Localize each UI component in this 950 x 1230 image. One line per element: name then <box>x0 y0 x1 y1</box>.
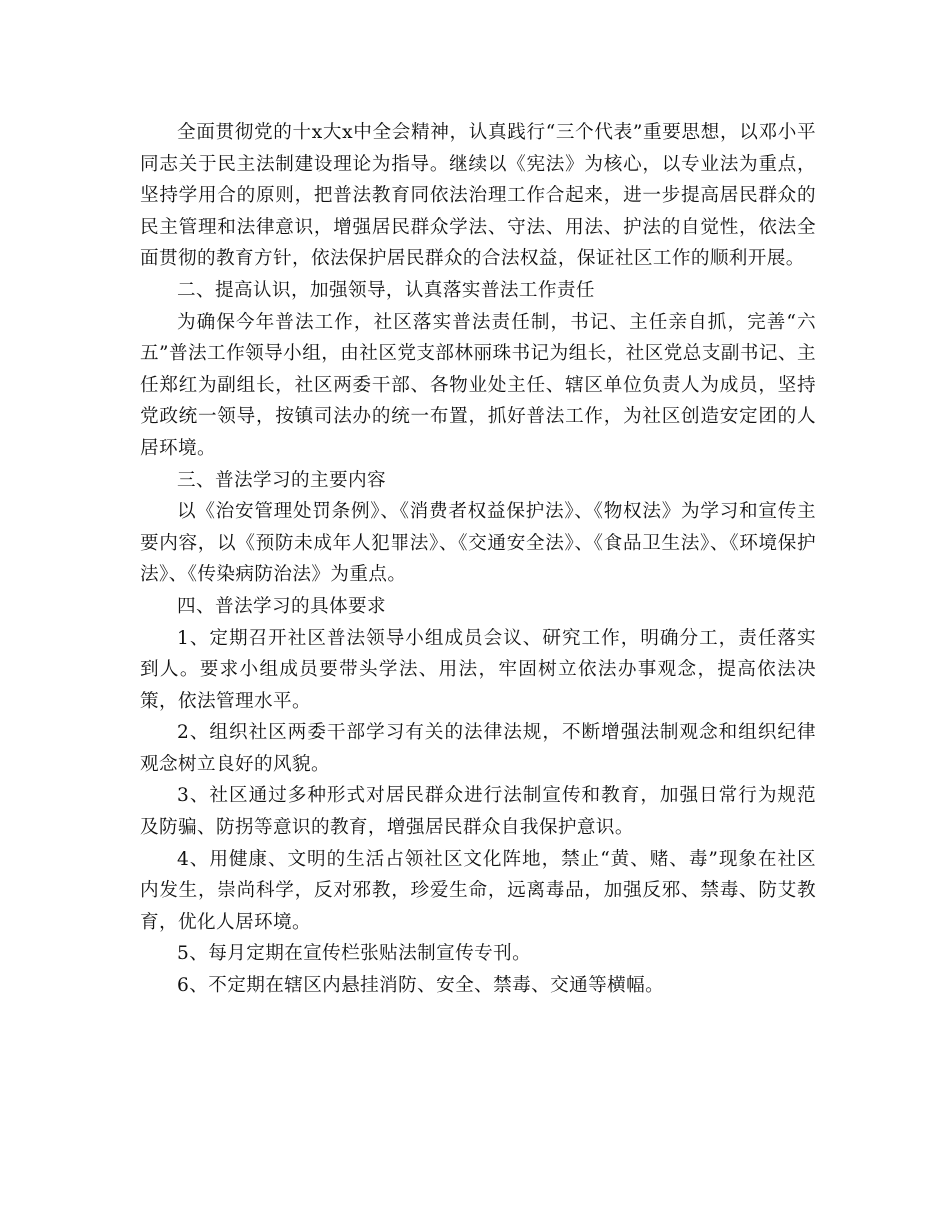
paragraph-leadership: 为确保今年普法工作，社区落实普法责任制，书记、主任亲自抓，完善“六五”普法工作领导小组，由社区党支部林丽珠书记为组长，社区党总支副书记、主任郑红为副组长，社区两委干部、各物业处主任、辖区单位负责人为成员，坚持党政统一领导，按镇司法办的统一布置，抓好普法工作，为社区创造安定团的人居环境。 <box>140 311 816 459</box>
list-item-requirement-6: 6、不定期在辖区内悬挂消防、安全、禁毒、交通等横幅。 <box>177 975 665 997</box>
section-heading-leadership: 二、提高认识，加强领导，认真落实普法工作责任 <box>177 279 595 301</box>
paragraph-guiding-principle: 全面贯彻党的十x大x中全会精神，认真践行“三个代表”重要思想，以邓小平同志关于民主法制建设理论为指导。继续以《宪法》为核心，以专业法为重点，坚持学用合的原则，把普法教育同依法治理工作合起来，进一步提高居民群众的民主管理和法律意识，增强居民群众学法、守法、用法、护法的自觉性，依法全面贯彻的教育方针，依法保护居民群众的合法权益，保证社区工作的顺利开展。 <box>140 122 816 270</box>
list-item-requirement-3: 3、社区通过多种形式对居民群众进行法制宣传和教育，加强日常行为规范及防骗、防拐等意识的教育，增强居民群众自我保护意识。 <box>140 785 816 839</box>
list-item-requirement-2: 2、组织社区两委干部学习有关的法律法规，不断增强法制观念和组织纪律观念树立良好的风貌。 <box>140 722 816 775</box>
paragraph-content: 以《治安管理处罚条例》、《消费者权益保护法》、《物权法》为学习和宣传主要内容，以《预防未成年人犯罪法》、《交通安全法》、《食品卫生法》、《环境保护法》、《传染病防治法》为重点。 <box>140 501 816 586</box>
document-page <box>140 117 816 1002</box>
list-item-requirement-4: 4、用健康、文明的生活占领社区文化阵地，禁止“黄、赌、毒”现象在社区内发生，崇尚科学，反对邪教，珍爱生命，远离毒品，加强反邪、禁毒、防艾教育，优化人居环境。 <box>140 848 816 933</box>
section-heading-content: 三、普法学习的主要内容 <box>177 469 386 491</box>
list-item-requirement-1: 1、定期召开社区普法领导小组成员会议、研究工作，明确分工，责任落实到人。要求小组成员要带头学法、用法，牢固树立依法办事观念，提高依法决策，依法管理水平。 <box>140 627 816 712</box>
list-item-requirement-5: 5、每月定期在宣传栏张贴法制宣传专刊。 <box>177 943 532 965</box>
section-heading-requirements: 四、普法学习的具体要求 <box>177 595 386 617</box>
